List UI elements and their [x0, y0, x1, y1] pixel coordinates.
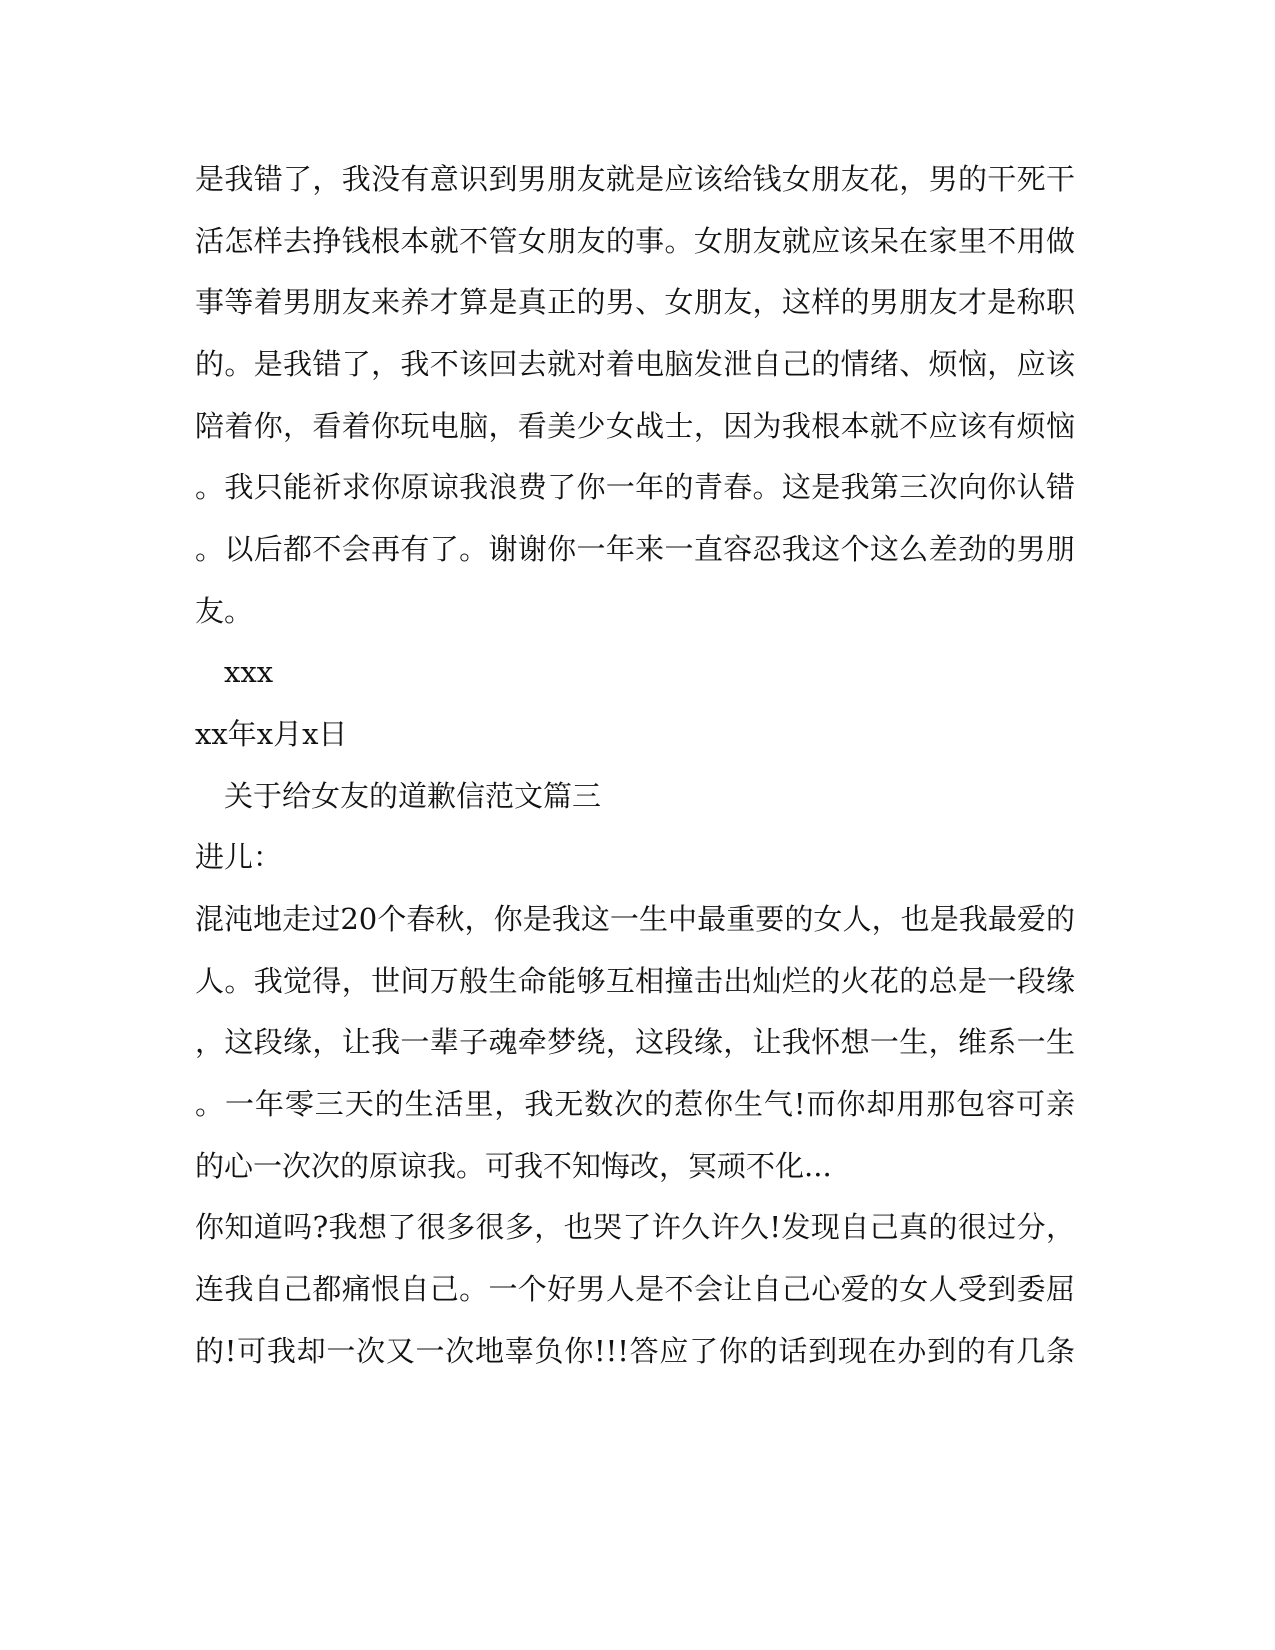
signature-name: xxx: [224, 655, 274, 689]
paragraph-line: 连我自己都痛恨自己。一个好男人是不会让自己心爱的女人受到委屈: [195, 1272, 1075, 1306]
paragraph-line: 混沌地走过20个春秋，你是我这一生中最重要的女人，也是我最爱的: [195, 902, 1075, 936]
paragraph-line: 活怎样去挣钱根本就不管女朋友的事。女朋友就应该呆在家里不用做: [195, 224, 1075, 258]
paragraph-line: 是我错了，我没有意识到男朋友就是应该给钱女朋友花，男的干死干: [195, 162, 1075, 196]
paragraph-line: 的!可我却一次又一次地辜负你!!!答应了你的话到现在办到的有几条: [195, 1334, 1075, 1368]
paragraph-line: 友。: [195, 594, 254, 628]
paragraph-line: 的心一次次的原谅我。可我不知悔改，冥顽不化...: [195, 1149, 832, 1183]
paragraph-line: 。以后都不会再有了。谢谢你一年来一直容忍我这个这么差劲的男朋: [195, 532, 1075, 566]
paragraph-line: 你知道吗?我想了很多很多，也哭了许久许久!发现自己真的很过分，: [195, 1210, 1075, 1244]
paragraph-line: ，这段缘，让我一辈子魂牵梦绕，这段缘，让我怀想一生，维系一生: [195, 1025, 1075, 1059]
salutation: 进儿：: [195, 840, 283, 874]
signature-date: xx年x月x日: [195, 717, 348, 751]
section-heading: 关于给女友的道歉信范文篇三: [224, 779, 602, 813]
paragraph-line: 。一年零三天的生活里，我无数次的惹你生气!而你却用那包容可亲: [195, 1087, 1075, 1121]
paragraph-line: 陪着你，看着你玩电脑，看美少女战士，因为我根本就不应该有烦恼: [195, 409, 1075, 443]
paragraph-line: 。我只能祈求你原谅我浪费了你一年的青春。这是我第三次向你认错: [195, 470, 1075, 504]
paragraph-line: 事等着男朋友来养才算是真正的男、女朋友，这样的男朋友才是称职: [195, 285, 1075, 319]
paragraph-line: 人。我觉得，世间万般生命能够互相撞击出灿烂的火花的总是一段缘: [195, 964, 1075, 998]
paragraph-line: 的。是我错了，我不该回去就对着电脑发泄自己的情绪、烦恼，应该: [195, 347, 1075, 381]
